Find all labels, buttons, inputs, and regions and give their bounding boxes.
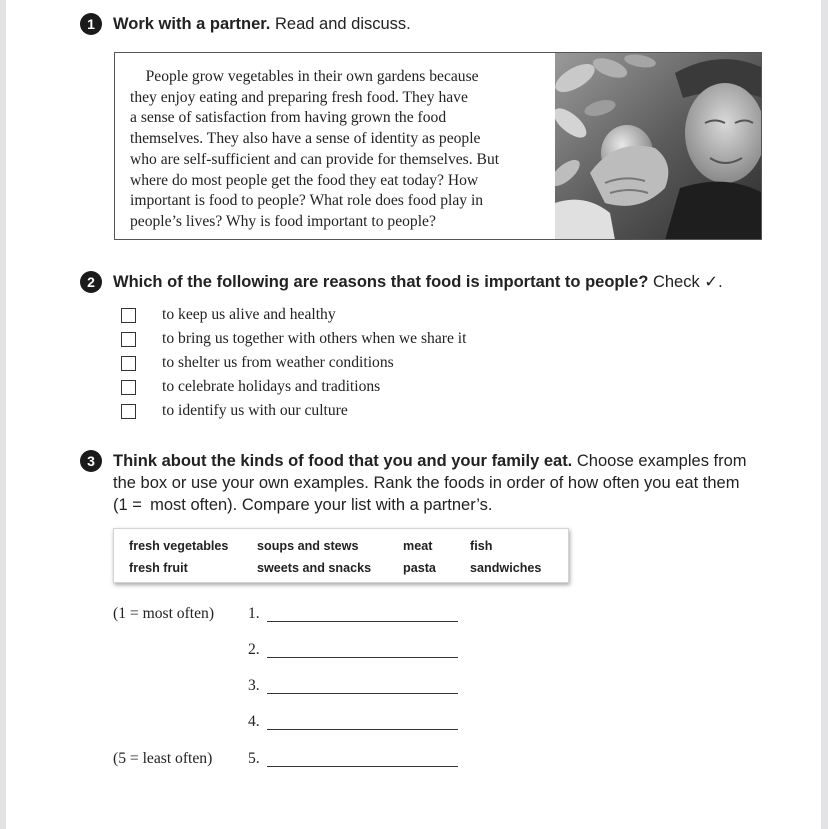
rank-answer-line[interactable]	[267, 693, 458, 694]
section-2-title: Which of the following are reasons that food is important to people?	[113, 273, 649, 291]
checkbox[interactable]	[121, 356, 136, 371]
checkbox-label: to keep us alive and healthy	[162, 306, 336, 323]
section-3-text: Choose examples from	[576, 452, 747, 470]
section-1-instruction	[113, 13, 411, 36]
rank-number: 4.	[248, 713, 260, 730]
gardener-photo	[555, 53, 762, 240]
section-3-instruction-line-3: (1 = most often). Compare your list with a partner’s.	[113, 496, 493, 514]
word-box-item: soups and stews	[257, 539, 359, 553]
checkbox-label: to identify us with our culture	[162, 402, 348, 419]
word-box-item: pasta	[403, 561, 436, 575]
section-1-text: Read and discuss.	[275, 15, 411, 33]
section-3-instruction-line-1	[113, 450, 747, 473]
section-2-text: Check ✓.	[652, 273, 723, 291]
checkbox[interactable]	[121, 380, 136, 395]
word-box-item: sweets and snacks	[257, 561, 372, 575]
word-box-item: sandwiches	[470, 561, 542, 575]
checkbox[interactable]	[121, 308, 136, 323]
checkbox[interactable]	[121, 404, 136, 419]
reading-passage-text: People grow vegetables in their own gardens because they enjoy eating and preparing fresh food. They have a sense of satisfaction from having grown the food themselves. They also have a sense of identity as people who are self-sufficient and can provide for themselves. But where do most people get the food they eat today? How important is food to people? What role does food play in people’s lives? Why is food important to people?	[130, 68, 500, 230]
checkbox-label: to celebrate holidays and traditions	[162, 378, 381, 395]
worksheet-page	[6, 0, 821, 829]
rank-number: 1.	[248, 605, 260, 622]
reading-passage-box	[114, 52, 762, 240]
most-often-label: (1 = most often)	[113, 605, 215, 622]
section-2-number-badge: 2	[80, 271, 102, 293]
rank-answer-line[interactable]	[267, 657, 458, 658]
section-2-instruction	[113, 271, 723, 294]
rank-number: 5.	[248, 750, 260, 767]
section-3-instruction-line-2: the box or use your own examples. Rank the foods in order of how often you eat them	[113, 474, 740, 492]
rank-number: 2.	[248, 641, 260, 658]
food-word-box	[113, 528, 569, 583]
section-3-number-badge: 3	[80, 450, 102, 472]
checkbox-label: to bring us together with others when we share it	[162, 330, 467, 347]
least-often-label: (5 = least often)	[113, 750, 213, 767]
rank-answer-line[interactable]	[267, 621, 458, 622]
checkbox-label: to shelter us from weather conditions	[162, 354, 394, 371]
word-box-item: fresh vegetables	[129, 539, 229, 553]
word-box-item: meat	[403, 539, 433, 553]
section-1-number-badge: 1	[80, 13, 102, 35]
word-box-item: fresh fruit	[129, 561, 188, 575]
section-3-title: Think about the kinds of food that you and your family eat.	[113, 452, 573, 470]
section-1-title: Work with a partner.	[113, 15, 271, 33]
rank-answer-line[interactable]	[267, 766, 458, 767]
rank-answer-line[interactable]	[267, 729, 458, 730]
checkbox[interactable]	[121, 332, 136, 347]
rank-number: 3.	[248, 677, 260, 694]
word-box-item: fish	[470, 539, 493, 553]
